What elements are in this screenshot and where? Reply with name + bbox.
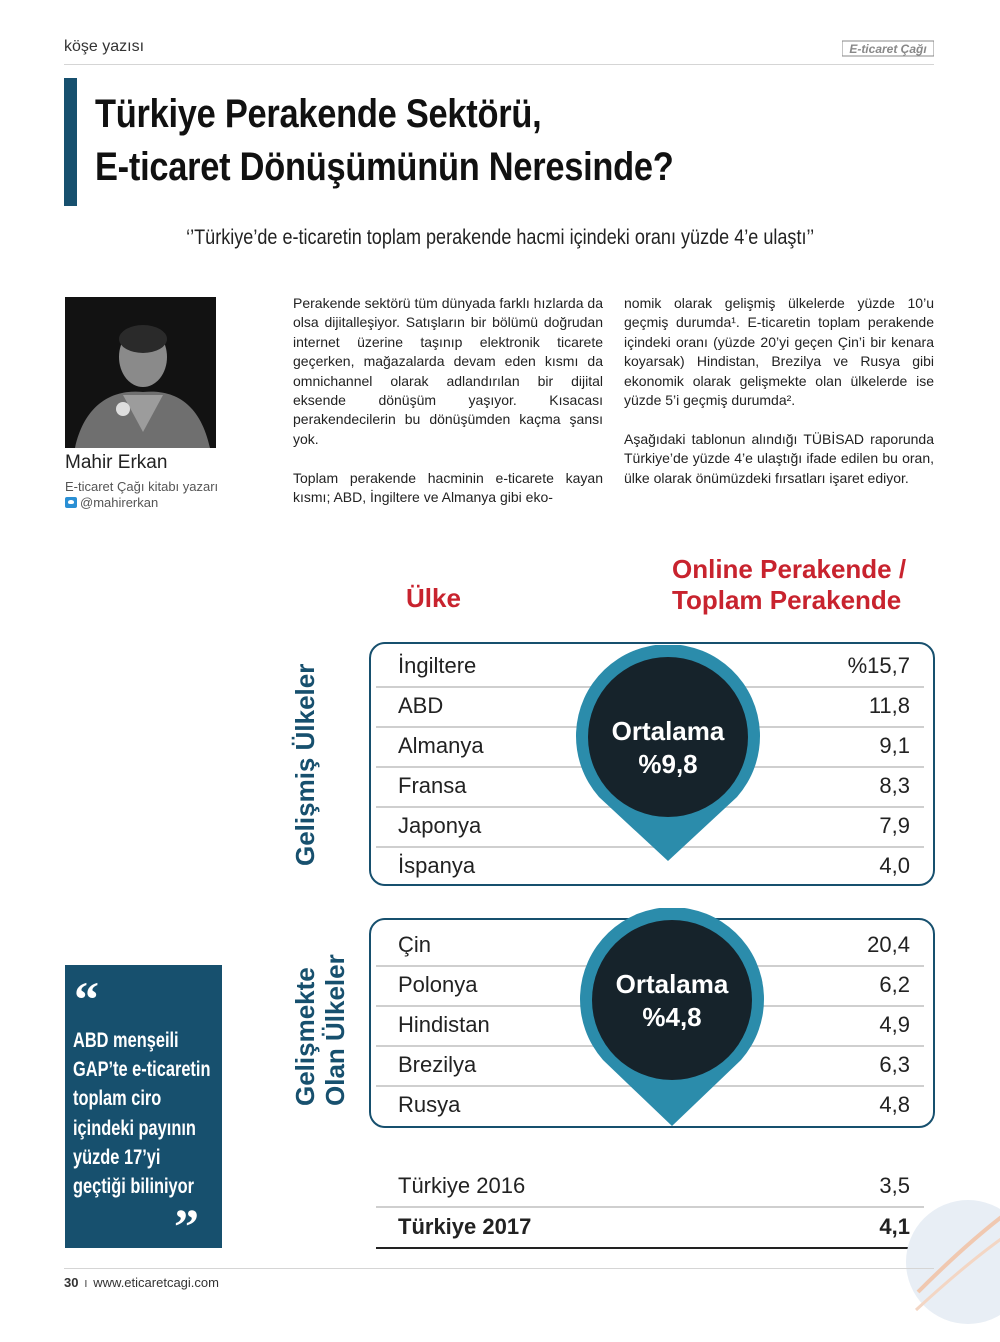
- title-line-1: Türkiye Perakende Sektörü,: [95, 92, 542, 136]
- row-country: Almanya: [398, 733, 484, 758]
- developing-average-label: [582, 968, 762, 1034]
- row-value: 4,1: [879, 1214, 910, 1239]
- average-caption: Ortalama: [611, 716, 725, 746]
- row-country: İspanya: [398, 853, 476, 878]
- title-line-2: E-ticaret Dönüşümünün Neresinde?: [95, 145, 674, 189]
- open-quote-icon: “: [74, 971, 99, 1027]
- row-country: Hindistan: [398, 1012, 490, 1037]
- subtitle-quote: [0, 226, 1000, 250]
- row-value: 6,3: [879, 1052, 910, 1077]
- footer-url-link[interactable]: www.eticaretcagi.com: [93, 1275, 219, 1290]
- row-value: %15,7: [847, 653, 910, 678]
- pull-quote-line: toplam ciro: [73, 1087, 162, 1111]
- row-value: 3,5: [879, 1173, 910, 1198]
- row-value: 20,4: [867, 932, 910, 957]
- row-country: Brezilya: [398, 1052, 477, 1077]
- table-row-turkey-2016: [376, 1166, 924, 1208]
- row-country: Türkiye 2017: [398, 1214, 532, 1239]
- row-value: 4,0: [879, 853, 910, 878]
- body-paragraph: Perakende sektörü tüm dünyada farklı hızlarda da olsa dijitalleşiyor. Satışların bir bölümü doğrudan internet üzerine taşınıp elektronik ticarete geçerken, mağazalarda devam eden kısmı da omnichannel olarak adlandırılan bir dijital eksende dönüşüm yaşıyor. Kısacası perakendecilerin bu dönüşümden kaçma şansı yok.: [293, 295, 603, 447]
- pull-quote-line: GAP’te e-ticaretin: [73, 1058, 211, 1082]
- table-header-ratio-line: Toplam Perakende: [672, 585, 902, 615]
- row-country: İngiltere: [398, 653, 477, 678]
- title-accent-bar: [64, 78, 77, 206]
- pull-quote-text: [73, 1026, 211, 1201]
- table-row-turkey-2017: [376, 1207, 924, 1249]
- body-paragraph: Toplam perakende hacminin e-ticarete kayan kısmı; ABD, İngiltere ve Almanya gibi eko-: [293, 469, 603, 506]
- close-quote-icon: ”: [174, 1198, 199, 1254]
- top-divider: [64, 64, 934, 65]
- row-country: Rusya: [398, 1092, 461, 1117]
- author-name: Mahir Erkan: [65, 452, 168, 473]
- row-value: 7,9: [879, 813, 910, 838]
- developed-average-label: [578, 715, 758, 781]
- group-label-line: Gelişmekte: [290, 967, 320, 1106]
- page-footer: [64, 1275, 219, 1290]
- row-value: 4,8: [879, 1092, 910, 1117]
- average-value: %9,8: [638, 749, 698, 779]
- page-number: 30: [64, 1275, 79, 1290]
- row-country: ABD: [398, 693, 444, 718]
- pull-quote-line: içindeki payının: [73, 1116, 196, 1140]
- pull-quote-line: ABD menşeili: [73, 1029, 179, 1052]
- table-header-ratio: [672, 554, 906, 616]
- body-paragraph: nomik olarak gelişmiş ülkelerde yüzde 10’u geçmiş durumda¹. E-ticaretin toplam perakende içindeki oranı (yüzde 20’yi geçen Çin’i bir kenara koyarsak) Hindistan, Brezilya ve Rusya gibi ekonomik olarak gelişmekte olan ülkelerde ise yüzde 5’i geçmiş durumda².: [624, 295, 934, 409]
- row-country: Polonya: [398, 972, 478, 997]
- body-column-2: [624, 294, 934, 507]
- body-column-1: [293, 294, 603, 527]
- section-label: köşe yazısı: [64, 38, 145, 55]
- row-country: Çin: [398, 932, 432, 957]
- row-value: 8,3: [879, 773, 910, 798]
- row-country: Japonya: [398, 813, 482, 838]
- row-value: 6,2: [879, 972, 910, 997]
- average-value: %4,8: [642, 1002, 702, 1032]
- table-header-country: Ülke: [406, 583, 461, 613]
- pull-quote-line: yüzde 17’yi: [73, 1145, 161, 1169]
- decorative-globe-graphic: [898, 1182, 1000, 1342]
- group-label-developed: Gelişmiş Ülkeler: [290, 663, 320, 866]
- row-country: Türkiye 2016: [398, 1173, 526, 1198]
- author-role: E-ticaret Çağı kitabı yazarı: [65, 479, 219, 494]
- bottom-divider: [64, 1268, 934, 1269]
- page-title: [95, 88, 800, 194]
- group-label-line: Olan Ülkeler: [320, 954, 350, 1106]
- subtitle-text: ‘’Türkiye’de e-ticaretin toplam perakende hacmi içindeki oranı yüzde 4’e ulaştı’’: [185, 226, 815, 249]
- pull-quote-line: geçtiği biliniyor: [73, 1175, 195, 1199]
- footer-separator: I: [84, 1279, 88, 1290]
- group-label-developing: [290, 954, 350, 1106]
- author-handle[interactable]: [65, 495, 158, 510]
- row-country: Fransa: [398, 773, 467, 798]
- row-value: 11,8: [868, 693, 910, 718]
- brand-logo: [842, 38, 934, 58]
- table-header-ratio-line: Online Perakende /: [672, 554, 907, 584]
- row-value: 4,9: [879, 1012, 910, 1037]
- average-caption: Ortalama: [615, 969, 729, 999]
- author-photo: [65, 297, 216, 448]
- twitter-icon: [65, 497, 77, 508]
- brand-logo-text: E-ticaret Çağı: [849, 42, 927, 56]
- author-handle-text: @mahirerkan: [80, 495, 159, 510]
- body-paragraph: Aşağıdaki tablonun alındığı TÜBİSAD raporunda Türkiye’de yüzde 4’e ulaştığı ifade edilen bu oran, ülke olarak önümüzdeki fırsatları işaret ediyor.: [624, 430, 934, 486]
- row-value: 9,1: [879, 733, 910, 758]
